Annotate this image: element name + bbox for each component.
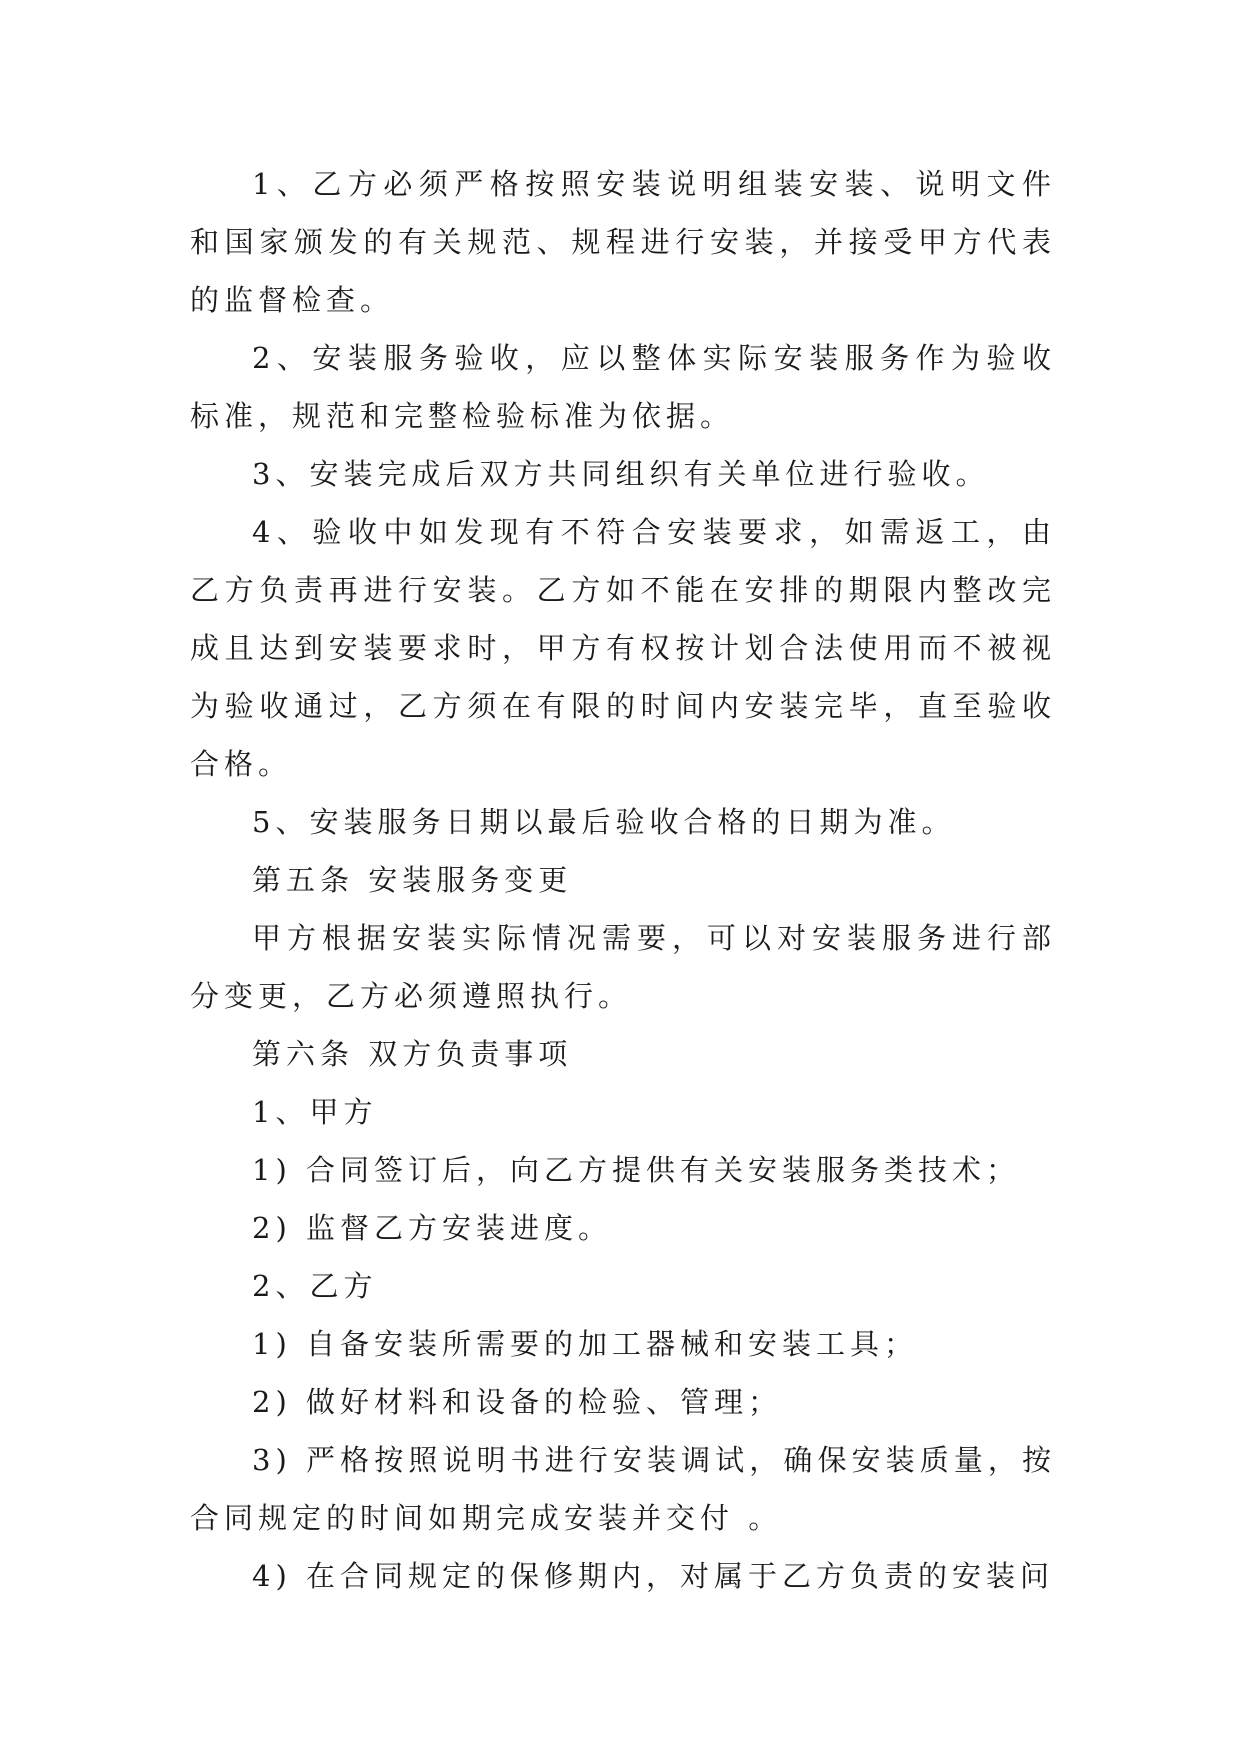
- paragraph-clause-4: 4、验收中如发现有不符合安装要求，如需返工，由乙方负责再进行安装。乙方如不能在安排的期限内整改完成且达到安装要求时，甲方有权按计划合法使用而不被视为验收通过，乙方须在有限的时间内安装完毕，直至验收合格。: [190, 515, 1056, 781]
- paragraph-clause-2: 2、安装服务验收，应以整体实际安装服务作为验收标准，规范和完整检验标准为依据。: [190, 341, 1056, 433]
- party-a-item-1: 1) 合同签订后，向乙方提供有关安装服务类技术；: [252, 1153, 1020, 1187]
- party-a-item-2: 2) 监督乙方安装进度。: [252, 1211, 612, 1245]
- party-b-item-3: 3) 严格按照说明书进行安装调试，确保安装质量，按合同规定的时间如期完成安装并交付 。: [190, 1443, 1056, 1535]
- document-page: [190, 155, 1056, 1605]
- party-b-heading: 2、乙方: [252, 1269, 378, 1303]
- party-b-item-2: 2) 做好材料和设备的检验、管理；: [252, 1385, 782, 1419]
- party-b-item-4: 4) 在合同规定的保修期内，对属于乙方负责的安装问: [252, 1559, 1054, 1593]
- article-5-body: 甲方根据安装实际情况需要，可以对安装服务进行部分变更，乙方必须遵照执行。: [190, 921, 1056, 1013]
- party-b-item-1: 1) 自备安装所需要的加工器械和安装工具；: [252, 1327, 918, 1361]
- article-6-heading: 第六条 双方负责事项: [252, 1037, 573, 1071]
- paragraph-clause-3: 3、安装完成后双方共同组织有关单位进行验收。: [252, 457, 990, 491]
- party-a-heading: 1、甲方: [252, 1095, 378, 1129]
- article-5-heading: 第五条 安装服务变更: [252, 863, 573, 897]
- paragraph-clause-5: 5、安装服务日期以最后验收合格的日期为准。: [252, 805, 956, 839]
- paragraph-clause-1: 1、乙方必须严格按照安装说明组装安装、说明文件和国家颁发的有关规范、规程进行安装，并接受甲方代表的监督检查。: [190, 167, 1056, 317]
